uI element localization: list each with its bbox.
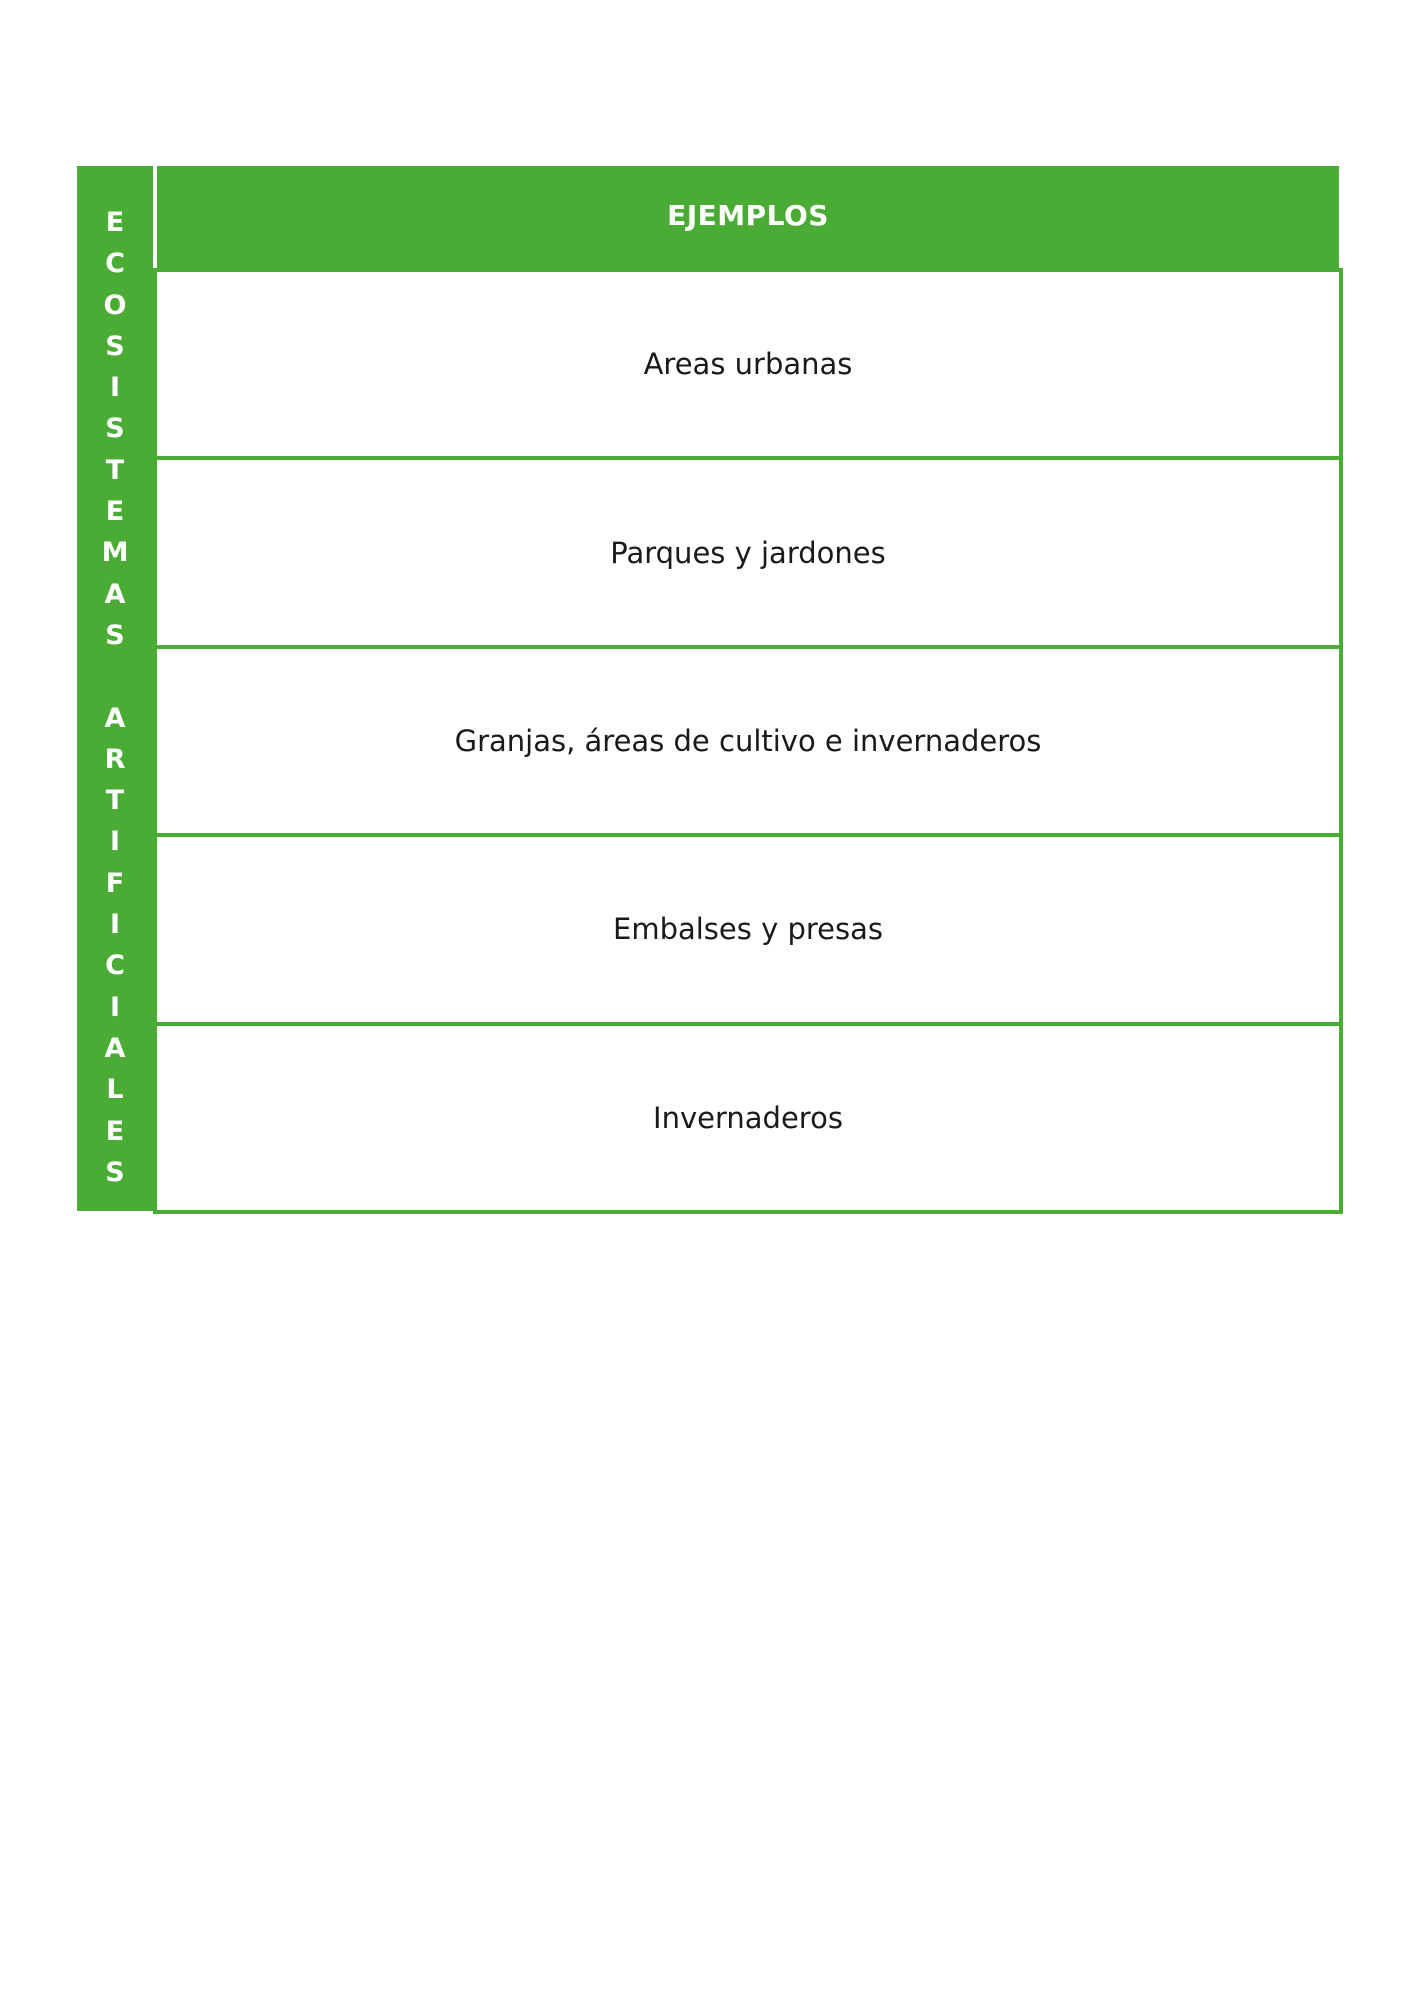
side-label-letter [77, 656, 153, 697]
side-label-letter: A [104, 578, 126, 610]
side-label-letter: S [105, 1156, 125, 1188]
side-label-band [77, 166, 153, 1211]
table-cell: Parques y jardones [610, 535, 886, 570]
side-label-letter: S [105, 330, 125, 362]
side-label-letter: I [109, 909, 121, 941]
table-header [157, 166, 1339, 270]
side-label-letter: T [105, 454, 125, 486]
side-label-letter: S [105, 619, 125, 651]
side-label-letter: F [105, 867, 125, 899]
side-label-letter: A [104, 702, 126, 734]
table-row [157, 649, 1339, 837]
side-label-letter: C [105, 950, 125, 982]
side-label-letter: E [105, 1115, 125, 1147]
side-label-letter: S [105, 413, 125, 445]
side-label-letter: M [101, 537, 129, 569]
side-label-letter: R [104, 743, 126, 775]
side-label-letter: L [106, 1074, 124, 1106]
side-label-letter: E [105, 496, 125, 528]
header-title: EJEMPLOS [667, 198, 829, 232]
side-label-letter: E [105, 207, 125, 238]
side-label-letter: C [105, 248, 125, 280]
side-label-letter: I [109, 372, 121, 404]
table-row [157, 460, 1339, 648]
side-label-letter: A [104, 1032, 126, 1064]
examples-table [153, 268, 1343, 1214]
table-row [157, 1026, 1339, 1210]
table-cell: Granjas, áreas de cultivo e invernaderos [454, 724, 1042, 759]
table-row [157, 272, 1339, 460]
table-cell: Embalses y presas [613, 912, 883, 947]
table-cell: Areas urbanas [643, 347, 853, 382]
table-cell: Invernaderos [653, 1100, 843, 1135]
side-label-letter: I [109, 991, 121, 1023]
table-row [157, 837, 1339, 1025]
side-label-letter: O [103, 289, 127, 321]
side-label-letter: T [105, 785, 125, 817]
side-label-letter: I [109, 826, 121, 858]
